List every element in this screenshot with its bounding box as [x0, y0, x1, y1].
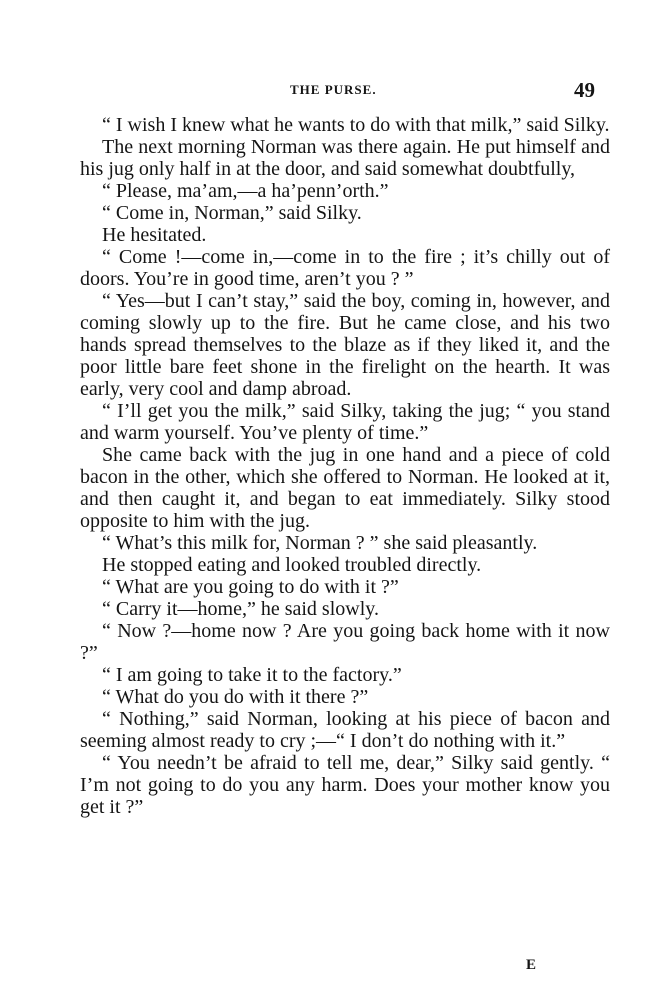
- signature-mark: E: [526, 957, 537, 973]
- paragraph: The next morning Norman was there again. He put himself and his jug only half in at the door, and said somewhat doubtfully,: [80, 136, 610, 180]
- paragraph: She came back with the jug in one hand and a piece of cold bacon in the other, which she offered to Norman. He looked at it, and then caught it, and began to eat immediately. Silky stood opposite to him with the jug.: [80, 444, 610, 532]
- paragraph: “ Please, ma’am,—a ha’penn’orth.”: [102, 180, 389, 202]
- paragraph: “ Nothing,” said Norman, looking at his piece of bacon and seeming almost ready to cry ;—“ I don’t do nothing with it.”: [80, 708, 610, 752]
- paragraph: “ Come !—come in,—come in to the fire ; it’s chilly out of doors. You’re in good time, aren’t you ? ”: [80, 246, 610, 290]
- body-text: [80, 114, 610, 818]
- running-title: THE PURSE.: [290, 82, 377, 97]
- paragraph: “ Yes—but I can’t stay,” said the boy, coming in, however, and coming slowly up to the fire. But he came close, and his two hands spread themselves to the blaze as if they liked it, and the poor little bare feet shone in the firelight on the hearth. It was early, very cool and damp abroad.: [80, 290, 610, 400]
- paragraph: “ I’ll get you the milk,” said Silky, taking the jug; “ you stand and warm yourself. You’ve plenty of time.”: [80, 400, 610, 444]
- paragraph: “ Come in, Norman,” said Silky.: [102, 202, 362, 224]
- paragraph: He hesitated.: [102, 224, 207, 246]
- paragraph: “ Now ?—home now ? Are you going back home with it now ?”: [80, 620, 610, 664]
- paragraph: “ I am going to take it to the factory.”: [102, 664, 402, 686]
- paragraph: “ You needn’t be afraid to tell me, dear,” Silky said gently. “ I’m not going to do you any harm. Does your mother know you get it ?”: [80, 752, 610, 818]
- page-number: 49: [574, 78, 595, 102]
- paragraph: “ What do you do with it there ?”: [102, 686, 369, 708]
- paragraph: “ I wish I knew what he wants to do with that milk,” said Silky.: [102, 114, 610, 136]
- paragraph: “ What’s this milk for, Norman ? ” she said pleasantly.: [102, 532, 538, 554]
- paragraph: “ Carry it—home,” he said slowly.: [102, 598, 379, 620]
- paragraph: “ What are you going to do with it ?”: [102, 576, 399, 598]
- paragraph: He stopped eating and looked troubled directly.: [102, 554, 482, 576]
